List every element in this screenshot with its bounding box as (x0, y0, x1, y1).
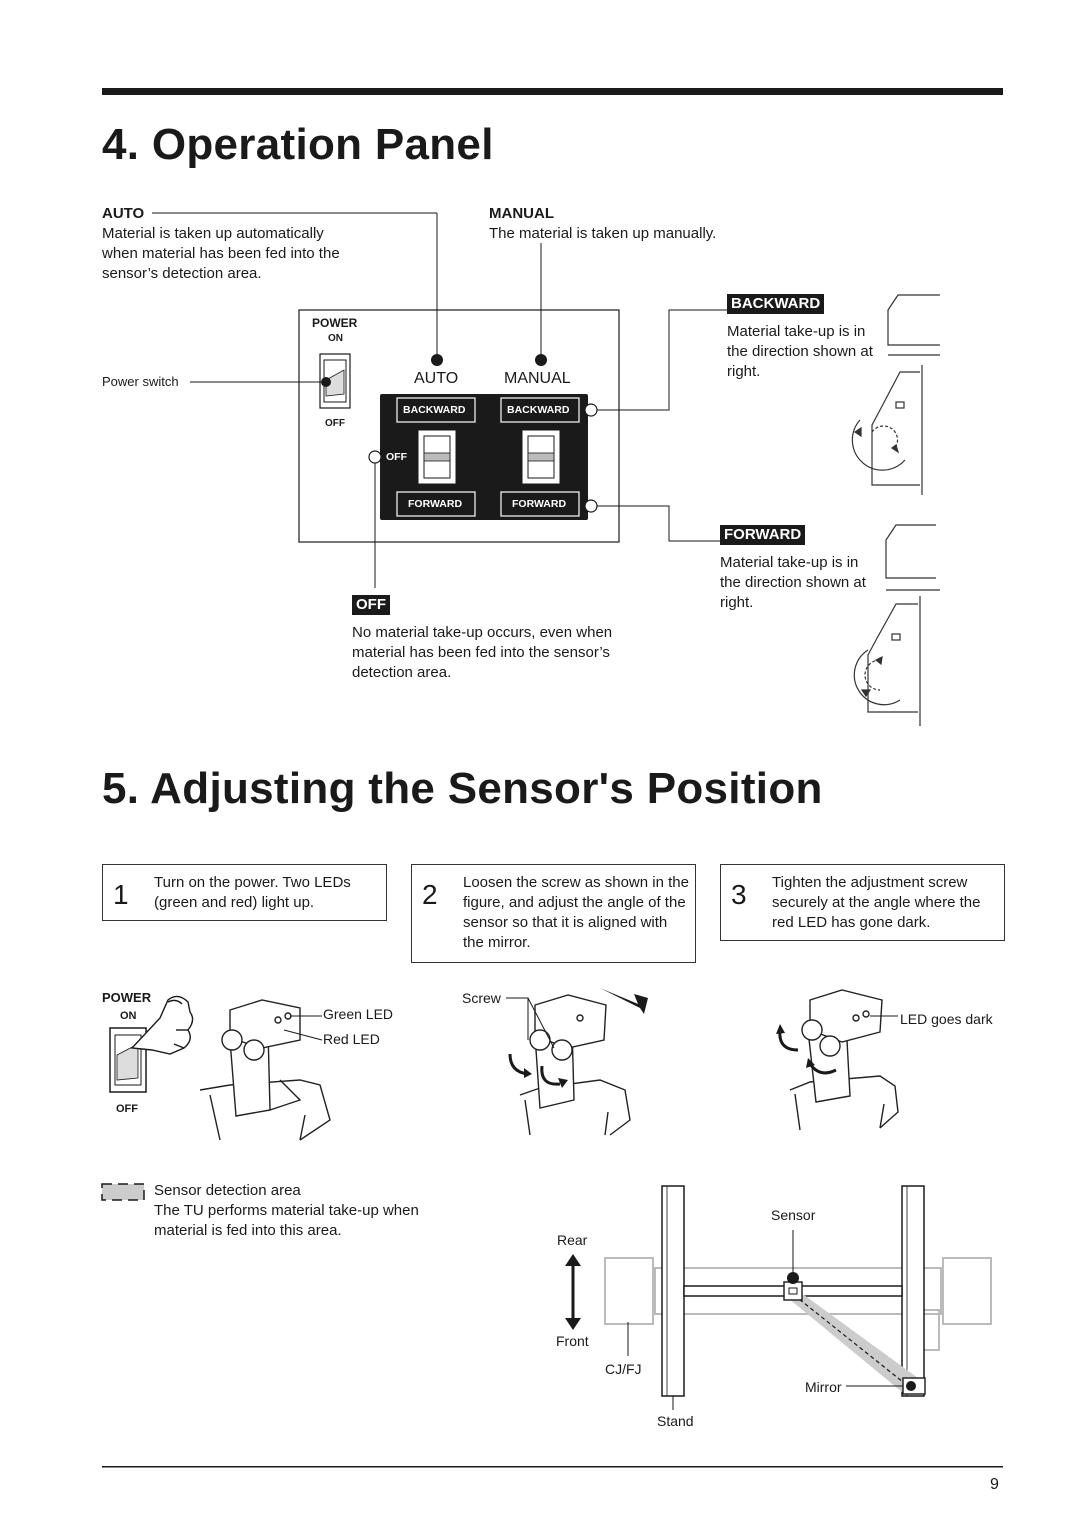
backward-description: Material take-up is in the direction shown at right. (727, 323, 873, 380)
cjfj-label: CJ/FJ (605, 1361, 642, 1377)
fig1-power-switch (110, 1028, 146, 1092)
section-5-heading: 5. Adjusting the Sensor's Position (102, 764, 823, 813)
backward-leader (597, 310, 727, 410)
step-3-box (720, 864, 1005, 941)
front-label: Front (556, 1333, 589, 1349)
auto-forward-label: FORWARD (408, 498, 463, 510)
auto-indicator (431, 354, 443, 366)
panel-power-label: POWER (312, 316, 358, 330)
manual-label: MANUAL (489, 205, 554, 222)
manual-forward-label: FORWARD (512, 498, 567, 510)
page-number: 9 (990, 1476, 999, 1493)
forward-leader (597, 506, 720, 541)
step-3-text: Tighten the adjustment screw securely at the angle where the red LED has gone dark. (772, 874, 981, 931)
manual-slider (522, 430, 560, 484)
off-description: No material take-up occurs, even when material has been fed into the sensor’s detection area. (352, 624, 613, 681)
led-goes-dark-label: LED goes dark (900, 1011, 993, 1027)
mirror-label: Mirror (805, 1379, 842, 1395)
manual-indicator (535, 354, 547, 366)
panel-auto-label: AUTO (414, 370, 459, 387)
power-switch-label: Power switch (102, 374, 179, 389)
step-number: 2 (422, 879, 438, 910)
step-number: 3 (731, 879, 747, 910)
manual-backward-label: BACKWARD (507, 404, 570, 416)
panel-off-mid-label: OFF (386, 451, 407, 463)
forward-tag: FORWARD (720, 525, 805, 545)
fig1-power-label: POWER (102, 990, 152, 1005)
stand-label: Stand (657, 1413, 694, 1429)
legend-title: Sensor detection area (154, 1182, 301, 1199)
manual-description: The material is taken up manually. (489, 225, 717, 242)
auto-description: Material is taken up automatically when material has been fed into the sensor’s detection area. (102, 225, 340, 282)
detection-area-swatch (102, 1184, 144, 1200)
rear-label: Rear (557, 1232, 588, 1248)
legend-description: The TU performs material take-up when material is fed into this area. (154, 1202, 419, 1239)
screw-label: Screw (462, 990, 501, 1006)
auto-label: AUTO (102, 204, 147, 224)
backward-tag: BACKWARD (727, 294, 824, 314)
auto-slider (418, 430, 456, 484)
forward-roller-illustration (854, 525, 940, 726)
step-1-text: Turn on the power. Two LEDs (green and red) light up. (154, 874, 351, 911)
fig1-off-label: OFF (116, 1103, 138, 1115)
panel-manual-label: MANUAL (504, 370, 571, 387)
panel-off-label: OFF (325, 418, 345, 429)
step-number: 1 (113, 879, 129, 910)
bottom-rule (102, 1466, 1003, 1468)
step-2-box (411, 864, 696, 963)
fig2-sensor-illustration (520, 995, 630, 1135)
auto-backward-label: BACKWARD (403, 404, 466, 416)
off-tag: OFF (352, 595, 390, 615)
forward-description: Material take-up is in the direction shown at right. (720, 554, 866, 611)
step-1-box (102, 864, 387, 921)
top-rule (102, 88, 1003, 95)
section-4-heading: 4. Operation Panel (102, 120, 494, 169)
sensor-label: Sensor (771, 1207, 816, 1223)
green-led-label: Green LED (323, 1006, 394, 1022)
hand-icon (132, 996, 193, 1054)
step-2-text: Loosen the screw as shown in the figure, and adjust the angle of the sensor so that it is aligned with the mirror. (463, 874, 689, 951)
fig3-sensor-illustration (790, 990, 898, 1130)
red-led-label: Red LED (323, 1031, 380, 1047)
fig1-sensor-illustration (200, 1000, 330, 1140)
adjust-arrow-icon (600, 988, 648, 1014)
panel-on-label: ON (328, 333, 343, 344)
fig1-on-label: ON (120, 1010, 137, 1022)
